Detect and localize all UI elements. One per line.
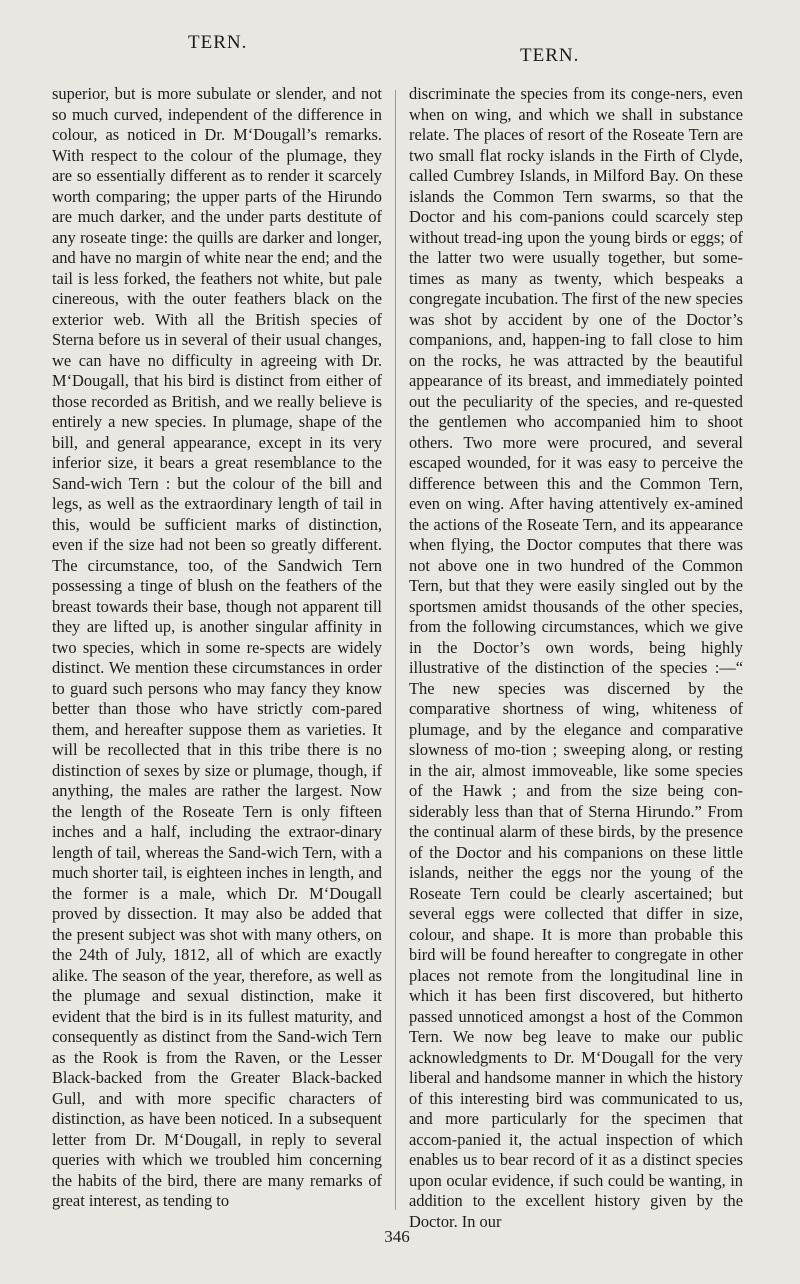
left-column-text: superior, but is more subulate or slender, and not so much curved, independent of the difference in colour, as noticed in Dr. M‘Dougall’s remarks. With respect to the colour of the plumage, they are so essentially different as to render it scarcely worth comparing; the upper parts of the Hirundo are much darker, and the under parts destitute of any roseate tinge: the quills are darker and longer, and have no margin of white near the end; and the tail is less forked, the feathers not white, but pale cinereous, with the outer feathers black on the exterior web. With all the British species of Sterna before us in several of their usual changes, we can have no difficulty in agreeing with Dr. M‘Dougall, that his bird is distinct from either of those recorded as British, and we really believe is entirely a new species. In plumage, shape of the bill, and general appearance, except in its very inferior size, it bears a great resemblance to the Sand-wich Tern : but the colour of the bill and legs, as well as the extraordinary length of tail in this, would be sufficient marks of distinction, even if the size had not been so greatly different. The circumstance, too, of the Sandwich Tern possessing a tinge of blush on the feathers of the breast towards their base, though not apparent till they are lifted up, is another singular affinity in two species, which in some re-spects are widely distinct. We mention these circumstances in order to guard such persons who may fancy they know better than those who have strictly com-pared them, and hereafter suppose them as varieties. It will be recollected that in this tribe there is no distinction of sexes by size or plumage, though, if anything, the males are rather the largest. Now the length of the Roseate Tern is only fifteen inches and a half, including the extraor-dinary length of tail, whereas the Sand-wich Tern, with a much shorter tail, is eighteen inches in length, and the former is a male, which Dr. M‘Dougall proved by dissection. It may also be added that the present subject was shot with many others, on the 24th of July, 1812, all of which are exactly alike. The season of the year, therefore, as well as the plumage and sexual distinction, make it evident that the bird is in its fullest maturity, and consequently as distinct from the Sand-wich Tern as the Rook is from the Raven, or the Lesser Black-backed from the Greater Black-backed Gull, and with more specific characters of distinction, as have been noticed. In a subsequent letter from Dr. M‘Dougall, in reply to several queries with which we troubled him concerning the habits of the bird, there are many remarks of great interest, as tending to [52, 84, 382, 1210]
text-column-right [409, 84, 743, 1232]
right-column-text: discriminate the species from its conge-ners, even when on wing, and which we shall in substance relate. The places of resort of the Roseate Tern are two small flat rocky islands in the Firth of Clyde, called Cumbrey Islands, in Milford Bay. On these islands the Common Tern swarms, so that the Doctor and his com-panions could scarcely step without tread-ing upon the young birds or eggs; of the latter two were usually together, but some-times as many as twenty, which bespeaks a congregate incubation. The first of the new species was shot by accident by one of the Doctor’s companions, and, happen-ing to fall close to him on the rocks, he was attracted by the beautiful appearance of its breast, and immediately pointed out the peculiarity of the species, and re-quested the gentlemen who accompanied him to shoot others. Two more were procured, and several escaped wounded, for it was easy to perceive the difference between this and the Common Tern, even on wing. After having attentively ex-amined the actions of the Roseate Tern, and its appearance when flying, the Doctor computes that there was not above one in two hundred of the Common Tern, but that they were easily singled out by the sportsmen amidst thousands of the other species, from the following circumstances, which we give in the Doctor’s own words, being highly illustrative of the distinction of the species :—“ The new species was discerned by the comparative shortness of wing, whiteness of plumage, and by the elegance and comparative slowness of mo-tion ; sweeping along, or resting in the air, almost immoveable, like some species of the Hawk ; and from the size being con-siderably less than that of Sterna Hirundo.” From the continual alarm of these birds, by the presence of the Doctor and his companions on these little islands, neither the eggs nor the young of the Roseate Tern could be clearly ascertained; but several eggs were collected that differ in size, colour, and shape. It is more than probable this bird will be found hereafter to congregate in other places not remote from the longitudinal line in which it has been first discovered, but hitherto passed unnoticed amongst a host of the Common Tern. We now beg leave to make our public acknowledgments to Dr. M‘Dougall for the very liberal and handsome manner in which the history of this interesting bird was communicated to us, and more particularly for the specimen that accom-panied it, the actual inspection of which enables us to bear record of it as a distinct species upon ocular evidence, if such could be wanting, in addition to the excellent history given by the Doctor. In our [409, 84, 743, 1231]
running-head-left: TERN. [188, 32, 248, 53]
page-number [0, 1227, 800, 1247]
column-divider [395, 90, 396, 1210]
running-head-right: TERN. [520, 45, 580, 66]
page-number-text: 346 [384, 1227, 410, 1246]
text-column-left [52, 84, 382, 1212]
